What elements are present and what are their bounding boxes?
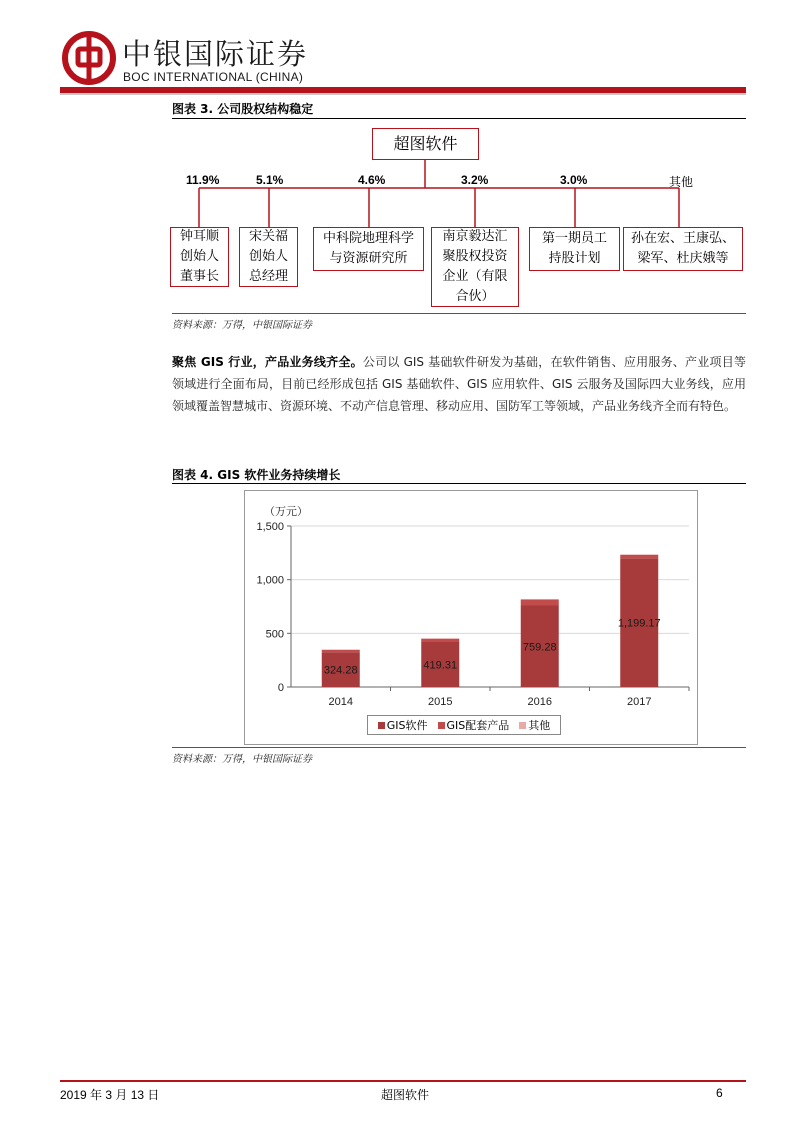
data-label: 759.28 bbox=[522, 641, 557, 654]
legend-swatch bbox=[378, 722, 385, 729]
bar-GIS配套产品-2015 bbox=[421, 639, 459, 642]
x-tick-label: 2017 bbox=[627, 696, 652, 708]
x-tick-label: 2016 bbox=[527, 696, 552, 708]
chart-legend bbox=[367, 715, 561, 735]
figure3-bottom-rule bbox=[172, 313, 746, 314]
body-paragraph bbox=[172, 351, 746, 417]
figure4-bottom-rule bbox=[172, 747, 746, 748]
brand-name-cn: 中银国际证券 bbox=[122, 37, 309, 71]
bar-GIS配套产品-2017 bbox=[620, 555, 658, 558]
bar-其他-2017 bbox=[620, 554, 658, 555]
pct-label: 3.0% bbox=[560, 173, 588, 187]
y-axis-unit-label: （万元） bbox=[264, 505, 308, 518]
x-tick-label: 2015 bbox=[428, 696, 453, 708]
shareholder-box: 第一期员工持股计划 bbox=[529, 227, 620, 271]
legend-item: GIS软件 bbox=[378, 717, 428, 733]
paragraph-body: 公司以 GIS 基础软件研发为基础，在软件销售、应用服务、产业项目等领域进行全面布局，目前已经形成包括 GIS 基础软件、GIS 应用软件、GIS 云服务及国际四大业务线，应用领域覆盖智慧城市、资源环境、不动产信息管理、移动应用、国防军工等领域，产品业务线齐全而有特色。 bbox=[172, 355, 746, 413]
bar-GIS配套产品-2016 bbox=[521, 600, 559, 606]
brand-name-en: BOC INTERNATIONAL (CHINA) bbox=[123, 70, 304, 84]
paragraph-lead: 聚焦 GIS 行业，产品业务线齐全。 bbox=[172, 355, 363, 369]
footer-company: 超图软件 bbox=[381, 1088, 430, 1102]
y-tick-label: 1,000 bbox=[256, 574, 284, 587]
figure3-title: 图表 3. 公司股权结构稳定 bbox=[172, 102, 314, 116]
data-label: 419.31 bbox=[423, 659, 458, 672]
legend-item: 其他 bbox=[519, 717, 550, 733]
org-root-label: 超图软件 bbox=[393, 134, 458, 153]
y-tick-label: 0 bbox=[277, 682, 284, 694]
x-tick-label: 2014 bbox=[328, 696, 353, 708]
page-number: 6 bbox=[716, 1086, 723, 1100]
bar-GIS配套产品-2014 bbox=[322, 650, 360, 652]
y-tick-label: 1,500 bbox=[256, 521, 284, 533]
bar-其他-2015 bbox=[421, 638, 459, 639]
pct-label: 3.2% bbox=[461, 173, 489, 187]
figure3-source: 资料来源：万得，中银国际证券 bbox=[172, 320, 312, 331]
shareholder-box: 钟耳顺创始人董事长 bbox=[170, 227, 229, 287]
shareholder-box: 中科院地理科学与资源研究所 bbox=[313, 227, 424, 271]
legend-swatch bbox=[438, 722, 445, 729]
pct-label: 其他 bbox=[669, 175, 694, 189]
figure4-top-rule bbox=[172, 483, 746, 484]
shareholder-box: 南京毅达汇聚股权投资企业（有限合伙） bbox=[431, 227, 519, 307]
legend-swatch bbox=[519, 722, 526, 729]
pct-label: 5.1% bbox=[256, 173, 284, 187]
shareholder-box: 宋关福创始人总经理 bbox=[239, 227, 298, 287]
figure4-title: 图表 4. GIS 软件业务持续增长 bbox=[172, 468, 341, 482]
gis-revenue-chart bbox=[244, 490, 698, 715]
bar-其他-2016 bbox=[521, 599, 559, 600]
org-root-box bbox=[372, 128, 479, 160]
legend-item: GIS配套产品 bbox=[438, 717, 510, 733]
footer-date: 2019 年 3 月 13 日 bbox=[60, 1088, 160, 1102]
data-label: 1,199.17 bbox=[617, 617, 661, 630]
y-tick-label: 500 bbox=[265, 628, 284, 641]
figure4-source: 资料来源：万得，中银国际证券 bbox=[172, 754, 312, 765]
org-chart-connectors bbox=[0, 0, 793, 320]
footer-rule bbox=[60, 1080, 746, 1082]
data-label: 324.28 bbox=[323, 664, 358, 677]
shareholder-box: 孙在宏、王康弘、梁军、杜庆娥等 bbox=[623, 227, 743, 271]
pct-label: 4.6% bbox=[358, 173, 386, 187]
pct-label: 11.9% bbox=[186, 173, 220, 187]
